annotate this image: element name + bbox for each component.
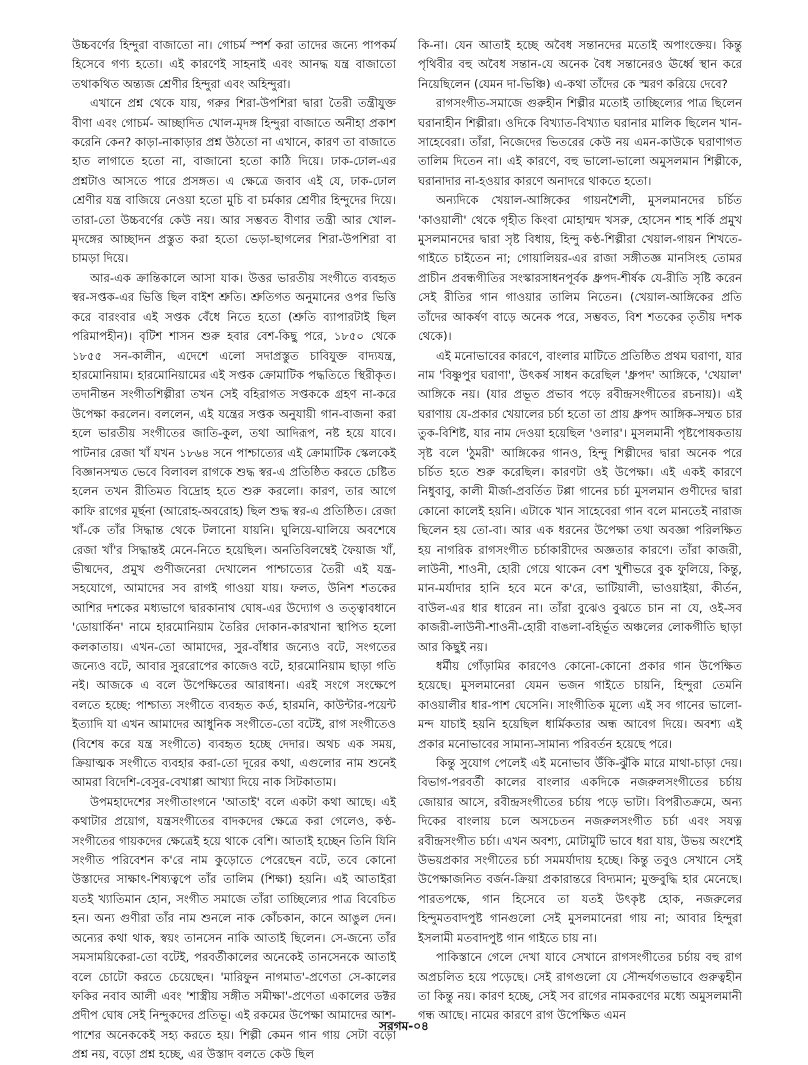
paragraph: উচ্চবর্ণের হিন্দুরা বাজাতো না। গোচর্ম স্পর্শ করা তাদের জন্যে পাপকর্ম হিসেবে গণ্য হতো। এই কারণেই সাহনাই এবং আনদ্ধ যন্ত্র বাজাতো তথাকথিত অন্ত্যজ শ্রেণীর হিন্দুরা এবং অহিন্দুরা। (72, 38, 396, 91)
paragraph: ধর্মীয় গোঁড়ামির কারণেও কোনো-কোনো প্রকার গান উপেক্ষিত হয়েছে। মুসলমানেরা যেমন ভজন গাইতে চায়নি, হিন্দুরা তেমনি কাওয়ালীর ধার-পাশ ঘেসেনি। সাংগীতিক মূল্যে এই সব গানের ভালো-মন্দ যাচাই হয়নি হয়েছিল ধার্মিকতার অন্ধ আবেগ দিয়ে। অবশ্য এই প্রকার মনোভাবের সামান্য-সামান্য পরিবর্তন হয়েছে পরে। (418, 659, 742, 751)
paragraph: এই মনোভাবের কারণে, বাংলার মাটিতে প্রতিষ্ঠিত প্রথম ঘরাণা, যার নাম 'বিষ্ণুপুর ঘরাণা', উৎকর্ষ সাধন করেছিল 'ধ্রুপদ' আঙ্গিকে, 'খেয়াল' আঙ্গিকে নয়। (যার প্রভূত প্রভাব পড়ে রবীন্দ্রসংগীতের রচনায়)। এই ঘরাণায় যে-প্রকার খেয়ালের চর্চা হতো তা প্রায় ধ্রুপদ আঙ্গিক-সম্মত চার তুক-বিশিষ্ট, যার নাম দেওয়া হয়েছিল 'ওলার'। মুসলমানী পৃষ্টপোষকতায় সৃষ্ট বলে 'ঠুমরী' আঙ্গিকের গানও, হিন্দু শিল্পীদের দ্বারা অনেক পরে চর্চিত হতে শুরু করেছিল। কারণটা ওই উপেক্ষা। এই একই কারণে নিধুবাবু, কালী মীর্জা-প্রবর্তিত টপ্পা গানের চর্চা মুসলমান গুণীদের দ্বারা কোনো কালেই হয়নি। এটাকে খান সাহেবেরা গান বলে মানতেই নারাজ ছিলেন হয় তো-বা। আর এক ধরনের উপেক্ষা তথা অবজ্ঞা পরিলক্ষিত হয় নাগরিক রাগসংগীত চর্চাকারীদের অজ্ঞতার কারণে। তাঁরা কাজরী, লাউনী, শাওনী, হোরী গেয়ে থাকেন বেশ খুশীভরে বুক ফুলিয়ে, কিন্তু, মান-মর্যাদার হানি হবে মনে ক'রে, ভাটিয়ালী, ভাওয়াইয়া, কীর্তন, বাউল-এর ধার ধারেন না। তাঁরা বুঝেও বুঝতে চান না যে, ওই-সব কাজরী-লাউনী-শাওনী-হোরী বাঙলা-বহির্ভূত অঞ্চলের লোকগীতি ছাড়া আর কিছুই নয়। (418, 348, 742, 654)
page-number: সরগম-০৪ (379, 1019, 429, 1033)
paragraph: আর-এক ক্রান্তিকালে আসা যাক। উত্তর ভারতীয় সংগীতে ব্যবহৃত স্বর-সপ্তক-এর ভিত্তি ছিল বাইশ শ্রুতি। শ্রুতিগত অনুমানের ওপর ভিত্তি করে বারংবার এই সপ্তক বেঁধে নিতে হতো (শ্রুতি ব্যাপারটাই ছিল পরিমাপহীন)। বৃটিশ শাসন শুরু হবার বেশ-কিছু পরে, ১৮৫০ থেকে ১৮৫৫ সন-কালীন, এদেশে এলো সদাপ্রস্তুত চাবিযুক্ত বাদ্যযন্ত্র, হারমোনিয়াম। হারমোনিয়ামের এই সপ্তক ক্রোমাটিক পদ্ধতিতে স্থিরীকৃত। তদানীন্তন সংগীতশিল্পীরা তখন সেই বহিরাগত সপ্তককে গ্রহণ না-করে উপেক্ষা করলেন। বললেন, এই যন্ত্রের সপ্তক অনুযায়ী গান-বাজনা করা হলে ভারতীয় সংগীতের জাতি-কুল, তথা আদিরূপ, নষ্ট হয়ে যাবে। পাটনার রেজা খাঁ যখন ১৮৬৪ সনে পাশ্চাত্যের এই ক্রোমাটিক স্কেলকেই বিজ্ঞানসম্মত ভেবে বিলাবল রাগকে শুদ্ধ স্বর-এ প্রতিষ্ঠিত করতে চেষ্টিত হলেন তখন রীতিমত বিদ্রোহ হতে শুরু করলো। কারণ, তার আগে কাফি রাগের মূর্ছনা (আরোহ-অবরোহ) ছিল শুদ্ধ স্বর-এ প্রতিষ্ঠিত। রেজা খাঁ-কে তাঁর সিদ্ধান্ত থেকে টলানো যায়নি। ঘুলিয়ে-ঘালিয়ে অবশেষে রেজা খাঁ'র সিদ্ধান্তই মেনে-নিতে হয়েছিল। অনতিবিলম্বেই ফৈয়াজ খাঁ, ভীষ্মদেব, প্রমুখ গুণীজনেরা দেখালেন পাশ্চাত্যের তৈরী এই যন্ত্র-সহযোগে, আমাদের সব রাগই গাওয়া যায়। ফলত, উনিশ শতকের আশির দশকের মধ্যভাগে দ্বারকানাথ ঘোষ-এর উদ্যোগ ও তত্ত্বাবধানে 'ডোয়ার্কিন' নামে হারমোনিয়াম তৈরির দোকান-কারখানা স্থাপিত হলো কলকাতায়। এখন-তো আমাদের, সুর-বাঁধার জন্যেও বটে, সংগতের জন্যেও বটে, আবার সুররোপের কাজেও বটে, হারমোনিয়াম ছাড়া গতি নই। আজকে এ বলে উপেক্ষিতের আরাধনা। এরই সংগে সংক্ষেপে বলতে হচ্ছে: পাশ্চাত্য সংগীতে ব্যবহৃত কর্ড, হারমনি, কাউন্টার-পয়েন্ট ইত্যাদি যা এখন আমাদের আধুনিক সংগীতে-তো বটেই, রাগ সংগীতেও (বিশেষ করে যন্ত্র সংগীতে) ব্যবহৃত হচ্ছে দেদার। অথচ এক সময়, ক্রিয়াত্মক সংগীতে ব্যবহার করা-তো দূরের কথা, এগুলোর নাম শুনেই আমরা বিদেশি-বেসুর-বেখাপ্পা আখ্যা দিয়ে নাক সিটকাতাম। (72, 270, 396, 790)
paragraph: পাকিস্তানে গেলে দেখা যাবে সেখানে রাগসংগীতের চর্চায় বহু রাগ অপ্রচলিত হয়ে পড়েছে। সেই রাগগুলো যে সৌন্দর্যগতভাবে গুরুত্বহীন তা কিন্তু নয়। কারণ হচ্ছে, সেই সব রাগের নামকরণের মধ্যে অমুসলমানী গন্ধ আছে। নামের কারণে রাগ উপেক্ষিত এমন (418, 950, 742, 1023)
paragraph: কি-না। যেন আতাই হচ্ছে অবৈধ সন্তানদের মতোই অপাংক্তেয়। কিন্তু পৃথিবীর বহু অবৈধ সন্তান-যে অনেক বৈধ সন্তানেরও ঊর্ধ্বে স্থান করে নিয়েছিলেন (যেমন দা-ভিঞ্চি) এ-কথা তাঁদের কে স্মরণ করিয়ে দেবে? (418, 38, 742, 91)
paragraph: উপমহাদেশের সংগীতাংগনে 'আতাই' বলে একটা কথা আছে। এই কথাটার প্রয়োগ, যন্ত্রসংগীতের বাদকদের ক্ষেত্রে করা গেলেও, কণ্ঠ-সংগীতের গায়কদের ক্ষেত্রেই হয়ে থাকে বেশি। আতাই হচ্ছেন তিনি যিনি সংগীত পরিবেশন ক'রে নাম কুড়োতে পেরেছেন বটে, তবে কোনো উস্তাদের সাক্ষাৎ-শিষ্যত্বপে তাঁর তালিম (শিক্ষা) হয়নি। এই আতাইরা যতই খ্যাতিমান হোন, সংগীত সমাজে তাঁরা তাচ্ছিল্যের পাত্র বিবেচিত হন। অন্য গুণীরা তাঁর নাম শুনলে নাক কোঁচকান, কানে আঙুল দেন। অন্যের কথা থাক, স্বয়ং তানসেন নাকি আতাই ছিলেন। সে-জন্যে তাঁর সমসাময়িকেরা-তো বটেই, পরবর্তীকালের অনেকেই তানসেনকে আতাই বলে চোটো করতে চেয়েছেন। 'মারিফুন নাগমাত'-প্রণেতা সে-কালের ফকির নবাব আলী এবং 'শাস্ত্রীয় সঙ্গীত সমীক্ষা'-প্রণেতা একালের ডক্টর প্রদীপ ঘোষ সেই নিন্দুকদের প্রতিভূ। এই রকমের উপেক্ষা আমাদের আশ-পাশের অনেককেই সহ্য করতে হয়। শিল্পী কেমন গান গায় সেটা বড়ো প্রশ্ন নয়, বড়ো প্রশ্ন হচ্ছে, এর উস্তাদ বলতে কেউ ছিল (72, 794, 396, 1062)
left-column (72, 36, 396, 1062)
paragraph: রাগসংগীত-সমাজে গুরুহীন শিল্পীর মতোই তাচ্ছিল্যের পাত্র ছিলেন ঘরানাহীন শিল্পীরা। ওদিকে বিখ্যাত-বিখ্যাত ঘরানার মালিক ছিলেন খান-সাহেবেরা। তাঁরা, নিজেদের ভিতরের কেউ নয় এমন-কাউকে ঘরাণাগত তালিম দিতেন না। এই কারণে, বহু ভালো-ভালো অমুসলমান শিল্পীকে, ঘরানাদার না-হওয়ার কারণে অনাদরে থাকতে হতো। (418, 96, 742, 188)
paragraph: কিন্তু সুযোগ পেলেই এই মনোভাব উঁকি-ঝুঁকি মারে মাথা-চাড়া দেয়। বিভাগ-পরবর্তী কালের বাংলার একদিকে নজরুলসংগীতের চর্চায় জোয়ার আসে, রবীন্দ্রসংগীতের চর্চায় পড়ে ভাটা। বিপরীতক্রমে, অন্য দিকের বাংলায় চলে অসচেতন নজরুলসংগীত চর্চা এবং সযত্ন রবীন্দ্রসংগীত চর্চা। এখন অবশ্য, মোটামুটি ভাবে ধরা যায়, উভয় অংশেই উভয়প্রকার সংগীতের চর্চা সমমর্যাদায় হচ্ছে। কিন্তু তবুও সেখানে সেই উপেক্ষাজনিত বর্জন-ক্রিয়া প্রকারান্তরে বিদ্যমান; মুক্তবুদ্ধি হার মেনেছে। পারতপক্ষে, গান হিসেবে তা যতই উৎকৃষ্ট হোক, নজরুলের হিন্দুমতবাদপুষ্ট গানগুলো সেই মুসলমানেরা গায় না; আবার হিন্দুরা ইসলামী মতবাদপুষ্ট গান গাইতে চায় না। (418, 756, 742, 945)
paragraph: অন্যদিকে খেয়াল-আঙ্গিকের গায়নশৈলী, মুসলমানদের চর্চিত 'কাওয়ালী' থেকে গৃহীত কিংবা মোহাম্মদ খসরু, হোসেন শাহ শর্কি প্রমুখ মুসলমানদের দ্বারা সৃষ্ট বিধায়, হিন্দু কণ্ঠ-শিল্পীরা খেয়াল-গায়ন শিখতে-গাইতে চাইতেন না; গোয়ালিয়র-এর রাজা সঙ্গীতজ্ঞ মানসিংহ তোমর প্রাচীন প্রবন্ধগীতির সংস্কারসাধনপূর্বক ধ্রুপদ-শীর্ষক যে-রীতি সৃষ্টি করেন সেই রীতির গান গাওয়ার তালিম নিতেন। (খেয়াল-আঙ্গিকের প্রতি তাঁদের আকর্ষণ বাড়ে অনেক পরে, সম্ভবত, বিশ শতকের তৃতীয় দশক থেকে)। (418, 193, 742, 344)
paragraph: এখানে প্রশ্ন থেকে যায়, গরুর শিরা-উপশিরা দ্বারা তৈরী তন্ত্রীযুক্ত বীণা এবং গোচর্ম- আচ্ছাদিত খোল-মৃদঙ্গ হিন্দুরা বাজাতে অনীহা প্রকাশ করেনি কেন? কাড়া-নাকাড়ার প্রশ্ন উঠতো না এখানে, কারণ তা বাজাতে হাত লাগাতে হতো না, বাজানো হতো কাঠি দিয়ে। ঢাক-ঢোল-এর প্রশ্নটাও আসতে পারে প্রসঙ্গত। এ ক্ষেত্রে জবাব এই যে, ঢাক-ঢোল শ্রেণীর যন্ত্র বাজিয়ে নেওয়া হতো মুচি বা চর্মকার শ্রেণীর হিন্দুদের দিয়ে। তারা-তো উচ্চবর্ণের কেউ নয়। আর সম্ভবত বীণার তন্ত্রী আর খোল-মৃদঙ্গের আচ্ছাদন প্রস্তুত করা হতো ভেড়া-ছাগলের শিরা-উপশিরা বা চামড়া দিয়ে। (72, 96, 396, 266)
right-column (418, 36, 742, 1023)
